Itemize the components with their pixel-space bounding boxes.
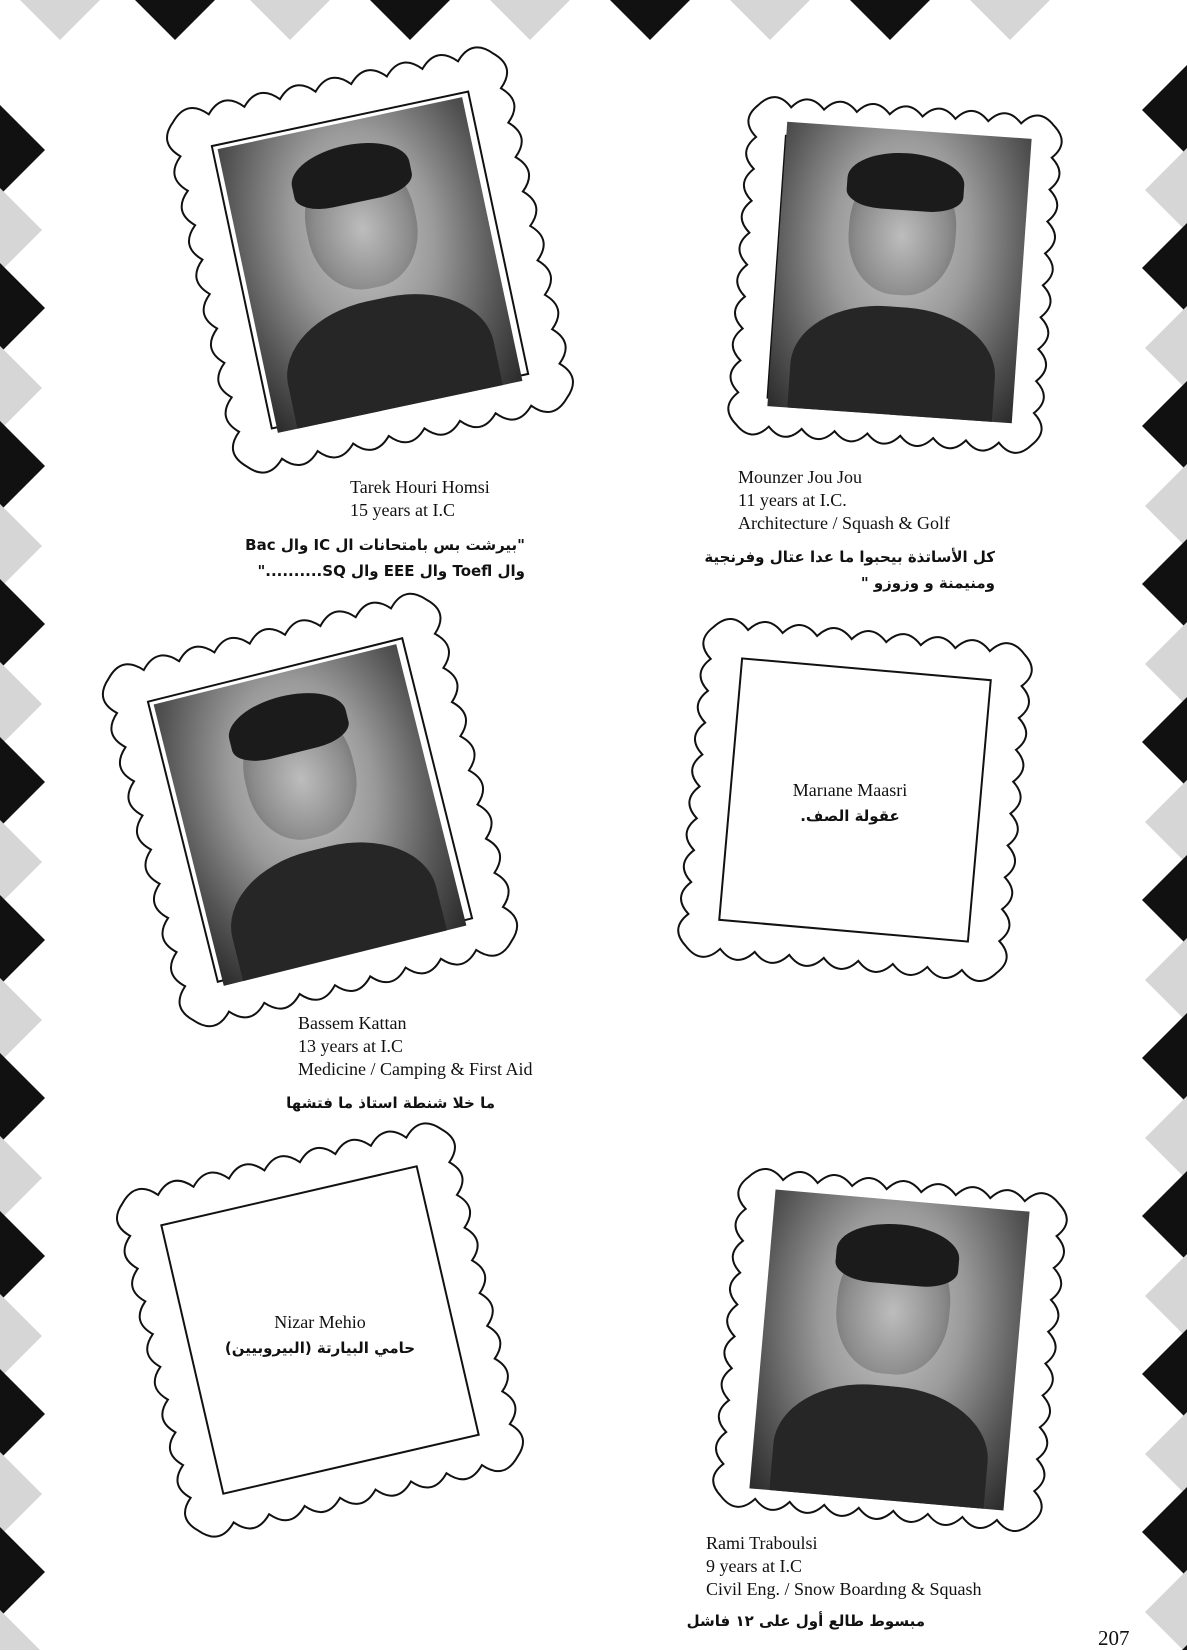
border-diamond — [0, 263, 45, 353]
caption-bassem — [298, 1012, 533, 1081]
border-diamond — [0, 1610, 42, 1650]
border-diamond — [1142, 855, 1187, 945]
student-name: Nizar Mehio — [274, 1312, 366, 1332]
border-diamond — [365, 0, 455, 40]
student-name: Bassem Kattan — [298, 1013, 407, 1033]
border-diamond — [0, 421, 45, 511]
border-diamond — [845, 0, 935, 40]
border-diamond — [1142, 539, 1187, 629]
student-name: Marıane Maasri — [792, 780, 908, 800]
border-diamond — [485, 0, 575, 40]
student-years: 9 years at I.C — [706, 1556, 802, 1576]
border-diamond — [1142, 697, 1187, 787]
border-diamond — [0, 105, 45, 195]
student-interests: Architecture / Squash & Golf — [738, 513, 950, 533]
border-diamond — [725, 0, 815, 40]
border-diamond — [1142, 1171, 1187, 1261]
quote-line-1: "بيرشت بس بامتحانات ال IC وال Bac — [245, 536, 525, 554]
border-diamond — [15, 0, 105, 40]
border-diamond — [0, 895, 45, 985]
caption-rami — [706, 1532, 982, 1601]
stamp-frame-bassem — [100, 590, 520, 1030]
student-name: Tarek Houri Homsi — [350, 477, 490, 497]
student-years: 11 years at I.C. — [738, 490, 847, 510]
student-name: Rami Traboulsi — [706, 1533, 818, 1553]
border-diamond — [1142, 1013, 1187, 1103]
border-diamond — [1142, 1487, 1187, 1577]
student-interests: Medicine / Camping & First Aid — [298, 1059, 533, 1079]
student-years: 15 years at I.C — [350, 500, 455, 520]
border-diamond — [1142, 65, 1187, 155]
border-diamond — [0, 1211, 45, 1301]
border-diamond — [1145, 1570, 1187, 1650]
student-years: 13 years at I.C — [298, 1036, 403, 1056]
border-diamond — [0, 504, 42, 588]
quote-rami — [686, 1608, 925, 1634]
quote-line-2: ومنيمنة و وزوزو " — [860, 574, 995, 592]
student-interests: Civil Eng. / Snow Boardıng & Squash — [706, 1579, 982, 1599]
quote-bassem — [286, 1090, 495, 1116]
border-diamond — [0, 1294, 42, 1378]
border-diamond — [1142, 1329, 1187, 1419]
border-diamond — [0, 662, 42, 746]
border-diamond — [245, 0, 335, 40]
border-diamond — [130, 0, 220, 40]
border-diamond — [0, 346, 42, 430]
stamp-frame-rami — [690, 1150, 1090, 1550]
portrait-photo-mounzer — [767, 122, 1031, 423]
quote-line-1: مبسوط طالع أول على ١٢ فاشل — [686, 1612, 925, 1630]
nizar-text-block — [220, 1312, 420, 1357]
border-diamond — [0, 978, 42, 1062]
border-diamond — [0, 737, 45, 827]
border-diamond — [1145, 1096, 1187, 1180]
border-diamond — [1145, 780, 1187, 864]
student-quote: حامي البيارتة (البيروبيين) — [224, 1339, 416, 1357]
border-diamond — [0, 579, 45, 669]
border-diamond — [1145, 1412, 1187, 1496]
quote-line-1: كل الأساتذة بيحبوا ما عدا عتال وفرنجية — [704, 548, 995, 566]
stamp-frame-tarek — [160, 40, 580, 480]
border-diamond — [1142, 223, 1187, 313]
border-diamond — [1145, 1254, 1187, 1338]
border-diamond — [1145, 148, 1187, 232]
quote-mounzer — [704, 544, 995, 596]
page-number: 207 — [1098, 1626, 1130, 1650]
student-quote: عقولة الصف. — [800, 807, 900, 825]
caption-tarek — [350, 476, 490, 522]
border-diamond — [1145, 464, 1187, 548]
quote-tarek — [240, 532, 525, 584]
quote-line-2: وال Toefl وال EEE وال SQ.........." — [257, 562, 525, 580]
border-diamond — [0, 1369, 45, 1459]
border-diamond — [1142, 381, 1187, 471]
border-diamond — [0, 188, 42, 272]
stamp-frame-mounzer — [705, 75, 1085, 475]
border-diamond — [0, 1527, 45, 1617]
border-diamond — [0, 820, 42, 904]
border-diamond — [965, 0, 1055, 40]
border-diamond — [1145, 306, 1187, 390]
quote-line-1: ما خلا شنطة استاذ ما فتشها — [286, 1094, 495, 1112]
caption-mounzer — [738, 466, 950, 535]
border-diamond — [0, 1053, 45, 1143]
border-diamond — [0, 1452, 42, 1536]
border-diamond — [1145, 938, 1187, 1022]
mariane-text-block — [760, 780, 940, 825]
border-diamond — [605, 0, 695, 40]
portrait-photo-rami — [749, 1189, 1029, 1510]
student-name: Mounzer Jou Jou — [738, 467, 862, 487]
border-diamond — [1145, 622, 1187, 706]
border-diamond — [0, 1136, 42, 1220]
